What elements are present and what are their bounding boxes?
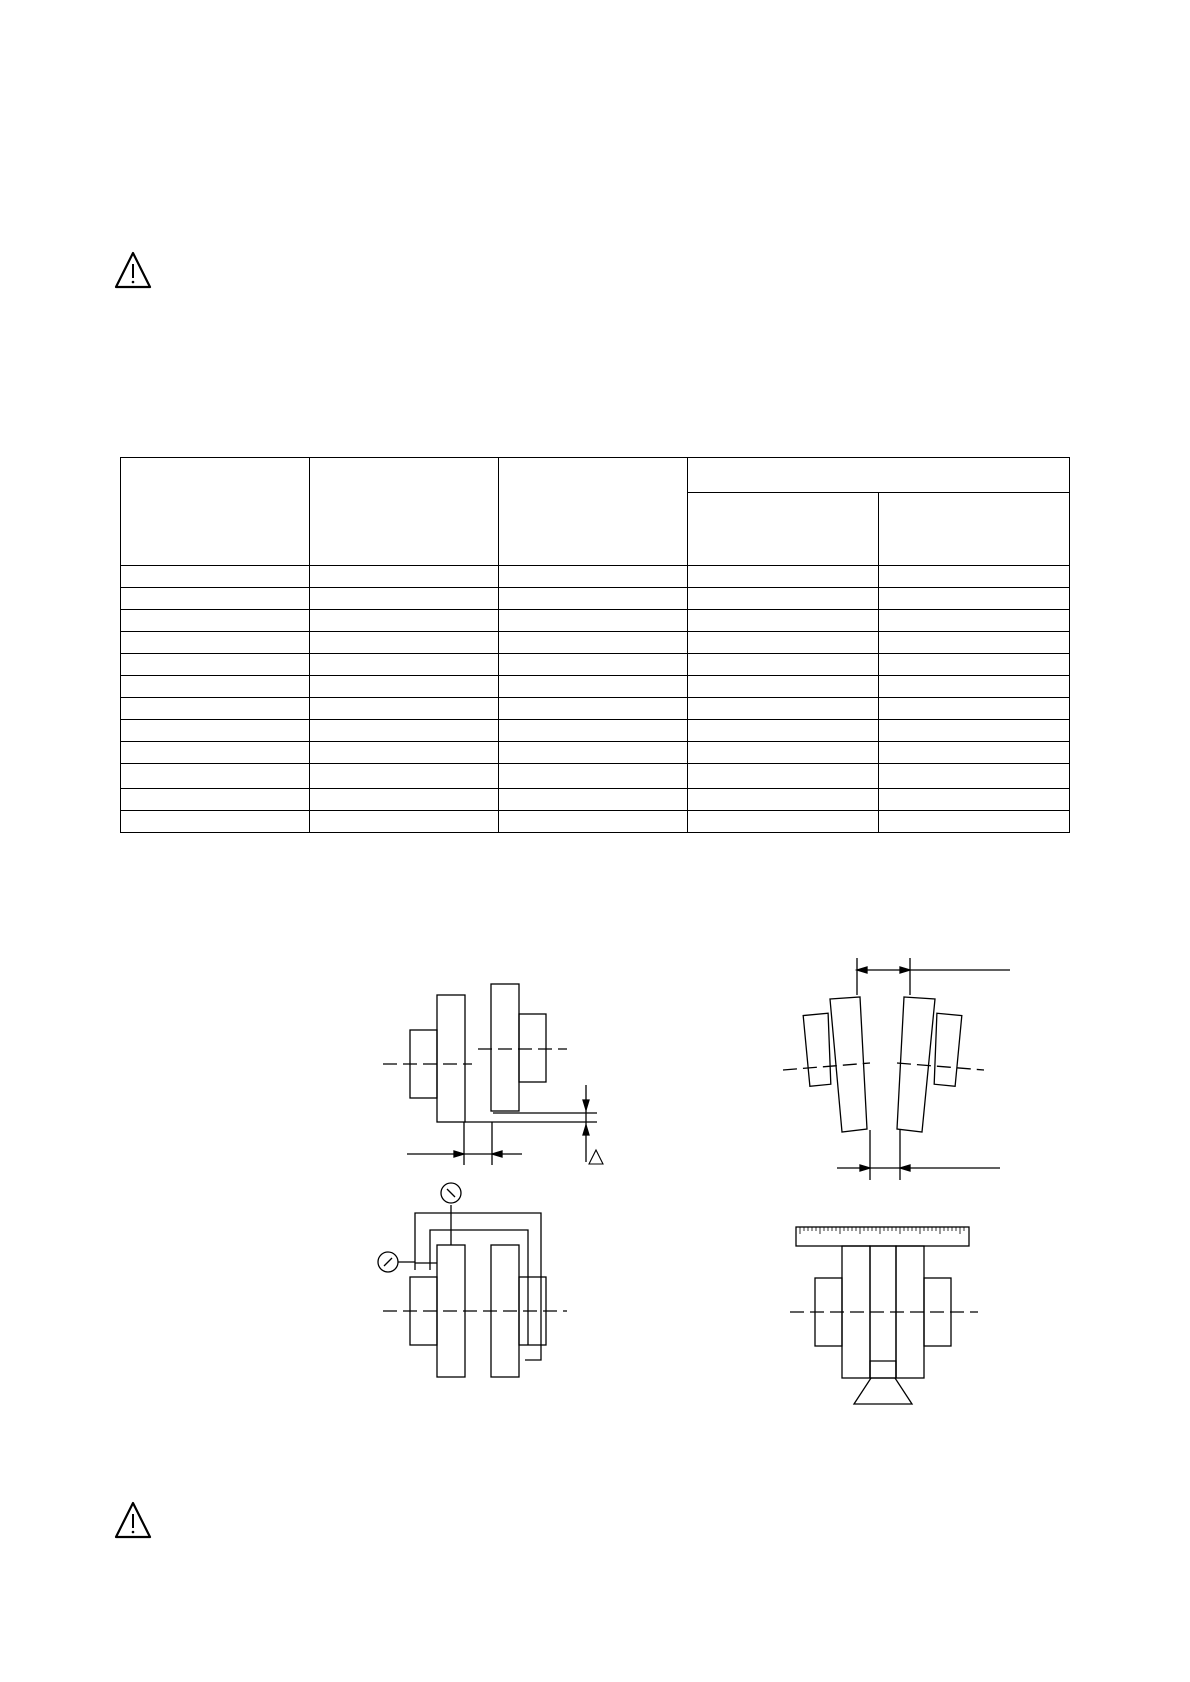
straight-edge-ruler xyxy=(796,1227,969,1246)
diagram-dial-indicator xyxy=(378,1183,567,1377)
hub-right-small xyxy=(519,1014,546,1082)
diagram-straight-edge xyxy=(790,1227,978,1404)
flange-right xyxy=(491,984,519,1111)
warning-triangle-icon xyxy=(113,1500,153,1540)
offset-symbol: Δ xyxy=(591,1149,601,1165)
diagram-parallel-offset xyxy=(383,984,603,1165)
diagram-angular xyxy=(783,958,1010,1180)
flange-left xyxy=(437,995,465,1122)
